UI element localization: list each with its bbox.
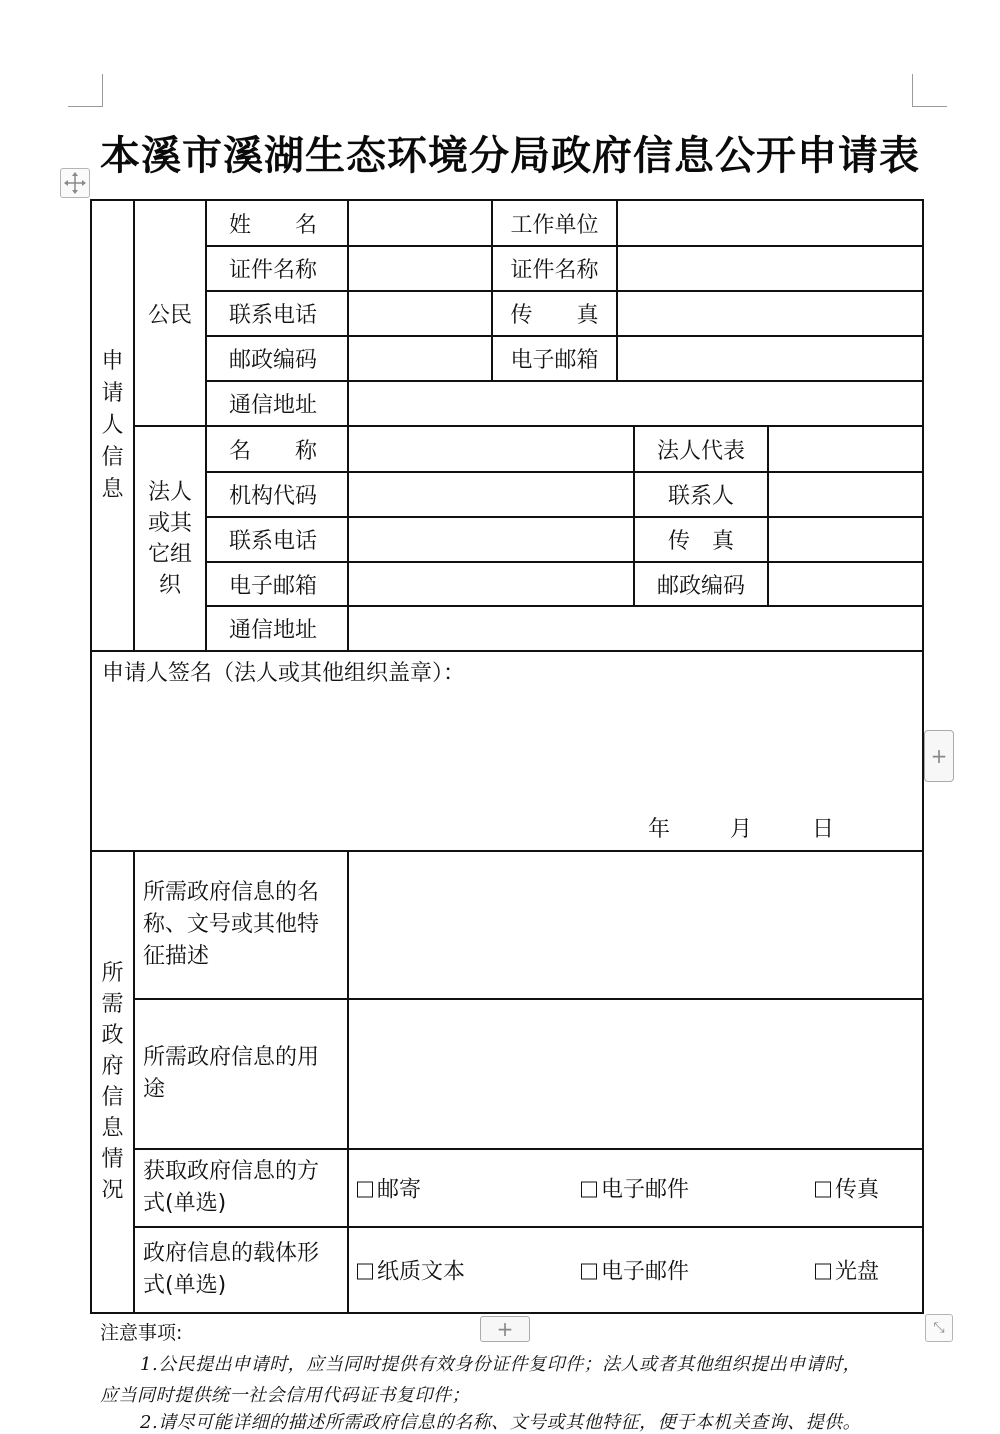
org-address-label: 通信地址 [206,606,348,651]
citizen-email-field[interactable] [617,336,923,381]
info-description-field[interactable] [348,851,923,999]
crop-mark-top-right [912,74,947,107]
method-label: 获取政府信息的方式(单选) [134,1149,348,1227]
citizen-phone-field[interactable] [348,291,492,336]
citizen-address-label: 通信地址 [206,381,348,426]
citizen-postcode-label: 邮政编码 [206,336,348,381]
info-section-label: 所 需 政 府 信 息 情 况 [91,851,134,1313]
org-fax-field[interactable] [768,517,923,562]
checkbox-icon[interactable] [815,1264,831,1280]
org-phone-field[interactable] [348,517,634,562]
move-handle-icon[interactable] [60,168,90,198]
org-address-field[interactable] [348,606,923,651]
page-title: 本溪市溪湖生态环境分局政府信息公开申请表 [100,133,920,179]
checkbox-icon[interactable] [581,1182,597,1198]
format-option-email[interactable]: 电子邮件 [581,1255,689,1286]
checkbox-icon[interactable] [357,1182,373,1198]
citizen-email-label: 电子邮箱 [492,336,617,381]
citizen-label: 公民 [134,200,206,426]
citizen-work-unit-field[interactable] [617,200,923,246]
format-options [348,1227,923,1313]
org-name-label: 名 称 [206,426,348,472]
citizen-name-field[interactable] [348,200,492,246]
citizen-fax-field[interactable] [617,291,923,336]
note-item-1-line-1: 1.公民提出申请时，应当同时提供有效身份证件复印件；法人或者其他组织提出申请时， [140,1354,862,1375]
date-month-label: 月 [730,817,753,842]
organization-label: 法人 或其 它组 织 [134,426,206,651]
org-postcode-field[interactable] [768,562,923,606]
org-code-field[interactable] [348,472,634,517]
citizen-phone-label: 联系电话 [206,291,348,336]
org-contact-field[interactable] [768,472,923,517]
citizen-work-unit-label: 工作单位 [492,200,617,246]
info-purpose-label: 所需政府信息的用途 [134,999,348,1149]
format-option-disc[interactable]: 光盘 [815,1255,879,1286]
citizen-id-type-field[interactable] [348,246,492,291]
application-form-table [90,199,924,1314]
org-legal-rep-field[interactable] [768,426,923,472]
org-contact-label: 联系人 [634,472,768,517]
info-description-label: 所需政府信息的名称、文号或其他特征描述 [134,851,348,999]
org-phone-label: 联系电话 [206,517,348,562]
citizen-fax-label: 传 真 [492,291,617,336]
citizen-id-number-field[interactable] [617,246,923,291]
date-day-label: 日 [812,817,835,842]
signature-label: 申请人签名（法人或其他组织盖章）： [102,661,466,686]
resize-icon[interactable]: ⤡ [925,1314,953,1342]
citizen-id-type-right-label: 证件名称 [492,246,617,291]
checkbox-icon[interactable] [357,1264,373,1280]
format-label: 政府信息的载体形式(单选) [134,1227,348,1313]
note-item-1-line-2: 应当同时提供统一社会信用代码证书复印件； [100,1385,470,1406]
method-options [348,1149,923,1227]
org-code-label: 机构代码 [206,472,348,517]
signature-area[interactable] [91,651,923,851]
method-option-fax[interactable]: 传真 [815,1173,879,1204]
org-email-label: 电子邮箱 [206,562,348,606]
applicant-section-label: 申 请 人 信 息 [91,200,134,651]
add-row-plus-icon[interactable]: + [480,1316,530,1342]
add-column-plus-icon[interactable]: + [924,730,954,782]
crop-mark-top-left [68,74,103,107]
citizen-address-field[interactable] [348,381,923,426]
info-purpose-field[interactable] [348,999,923,1149]
org-fax-label: 传 真 [634,517,768,562]
org-postcode-label: 邮政编码 [634,562,768,606]
format-option-paper[interactable]: 纸质文本 [357,1255,465,1286]
notes-title: 注意事项: [100,1322,183,1344]
note-item-2: 2.请尽可能详细的描述所需政府信息的名称、文号或其他特征，便于本机关查询、提供。 [140,1412,862,1433]
checkbox-icon[interactable] [581,1264,597,1280]
citizen-id-type-label: 证件名称 [206,246,348,291]
org-name-field[interactable] [348,426,634,472]
org-email-field[interactable] [348,562,634,606]
checkbox-icon[interactable] [815,1182,831,1198]
method-option-email[interactable]: 电子邮件 [581,1173,689,1204]
citizen-postcode-field[interactable] [348,336,492,381]
method-option-mail[interactable]: 邮寄 [357,1173,421,1204]
org-legal-rep-label: 法人代表 [634,426,768,472]
citizen-name-label: 姓 名 [206,200,348,246]
date-year-label: 年 [648,817,671,842]
